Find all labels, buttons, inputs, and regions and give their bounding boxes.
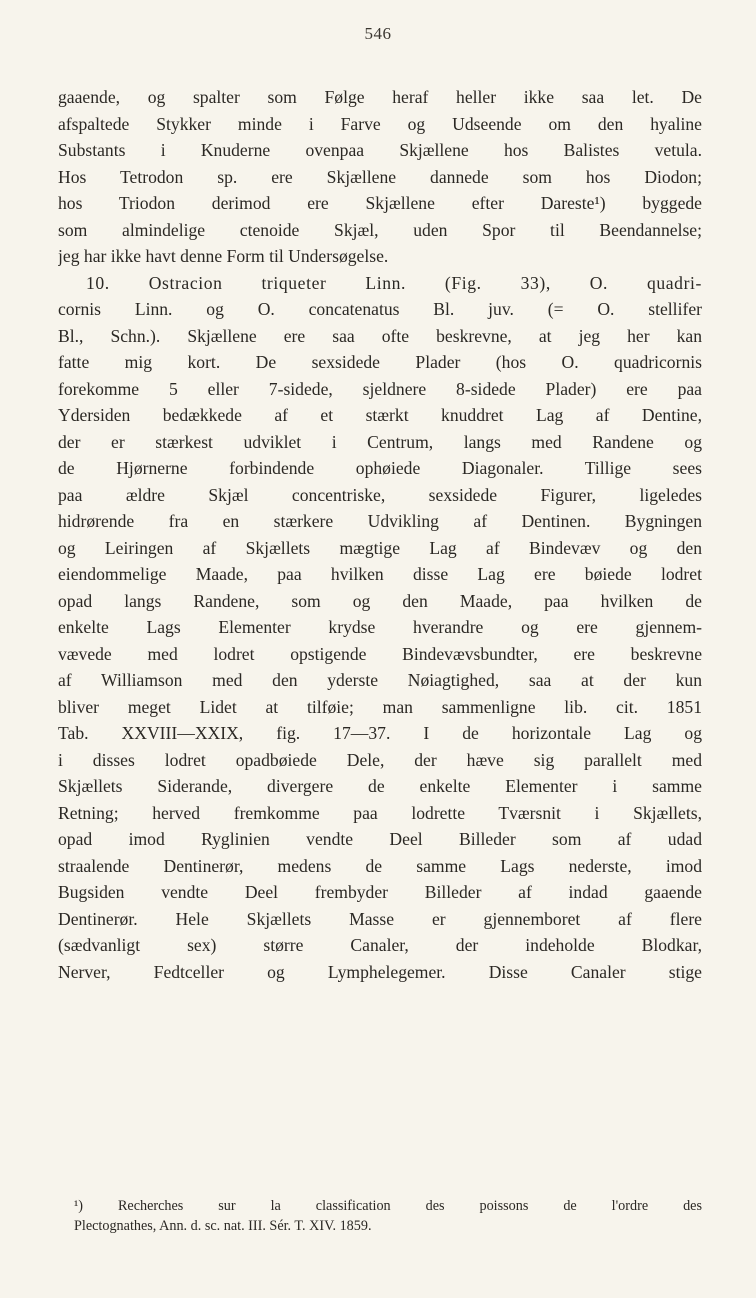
text-line: de Hjørnerne forbindende ophøiede Diagonaler. Tillige sees [58, 458, 702, 478]
text-line: eiendommelige Maade, paa hvilken disse Lag ere bøiede lodret [58, 564, 702, 584]
text-line: straalende Dentinerør, medens de samme Lags nederste, imod [58, 855, 702, 876]
page-number: 546 [364, 24, 392, 43]
text-line: opad imod Ryglinien vendte Deel Billeder som af udad [58, 829, 702, 849]
text-line: hidrørende fra en stærkere Udvikling af Dentinen. Bygningen [58, 511, 702, 531]
text-line: Skjællets Siderande, divergere de enkelte Elementer i samme [58, 776, 702, 796]
text-line: Tab. XXVIII—XXIX, fig. 17—37. I de horizontale Lag og [58, 723, 702, 743]
text-line: fatte mig kort. De sexsidede Plader (hos O. quadricornis [58, 352, 702, 372]
text-line: vævede med lodret opstigende Bindevævsbundter, ere beskrevne [58, 643, 702, 664]
text-line: Retning; herved fremkomme paa lodrette Tværsnit i Skjællets, [58, 802, 702, 823]
text-line: Substants i Knuderne ovenpaa Skjællene hos Balistes vetula. [58, 140, 702, 160]
text-line: Ydersiden bedækkede af et stærkt knuddret Lag af Dentine, [58, 405, 702, 425]
text-line: bliver meget Lidet at tilføie; man sammenligne lib. cit. 1851 [58, 696, 702, 717]
text-line: (sædvanligt sex) større Canaler, der indeholde Blodkar, [58, 935, 702, 955]
text-line: gaaende, og spalter som Følge heraf heller ikke saa let. De [58, 87, 702, 107]
text-line: i disses lodret opadbøiede Dele, der hæve sig parallelt med [58, 749, 702, 770]
text-line: cornis Linn. og O. concatenatus Bl. juv. (= O. stellifer [58, 299, 702, 319]
text-line: Bugsiden vendte Deel frembyder Billeder af indad gaaende [58, 882, 702, 902]
text-line: Hos Tetrodon sp. ere Skjællene dannede som hos Diodon; [58, 166, 702, 187]
text-line: hos Triodon derimod ere Skjællene efter Dareste¹) byggede [58, 193, 702, 213]
text-line: Bl., Schn.). Skjællene ere saa ofte beskrevne, at jeg her kan [58, 325, 702, 346]
footnote-line: ¹) Recherches sur la classification des poissons de l'ordre des [74, 1198, 702, 1214]
text-line: af Williamson med den yderste Nøiagtighed, saa at der kun [58, 670, 702, 690]
footnote-line: Plectognathes, Ann. d. sc. nat. III. Sér. T. XIV. 1859. [74, 1218, 372, 1234]
text-line: Nerver, Fedtceller og Lymphelegemer. Disse Canaler stige [58, 961, 702, 982]
text-line: afspaltede Stykker minde i Farve og Udseende om den hyaline [58, 113, 702, 134]
footnote [58, 1196, 702, 1236]
text-line: og Leiringen af Skjællets mægtige Lag af Bindevæv og den [58, 537, 702, 558]
text-line: jeg har ikke havt denne Form til Undersøgelse. [58, 246, 389, 266]
text-line: paa ældre Skjæl concentriske, sexsidede Figurer, ligeledes [58, 484, 702, 505]
text-line: opad langs Randene, som og den Maade, paa hvilken de [58, 590, 702, 611]
text-line: forekomme 5 eller 7-sidede, sjeldnere 8-sidede Plader) ere paa [58, 378, 702, 399]
text-line: Dentinerør. Hele Skjællets Masse er gjennemboret af flere [58, 908, 702, 929]
text-line: som almindelige ctenoide Skjæl, uden Spor til Beendannelse; [58, 219, 702, 240]
text-line: der er stærkest udviklet i Centrum, langs med Randene og [58, 431, 702, 452]
section-heading-line: 10. Ostracion triqueter Linn. (Fig. 33), O. quadri- [86, 272, 702, 293]
text-line: enkelte Lags Elementer krydse hverandre og ere gjennem- [58, 617, 702, 637]
body-text [58, 84, 702, 985]
